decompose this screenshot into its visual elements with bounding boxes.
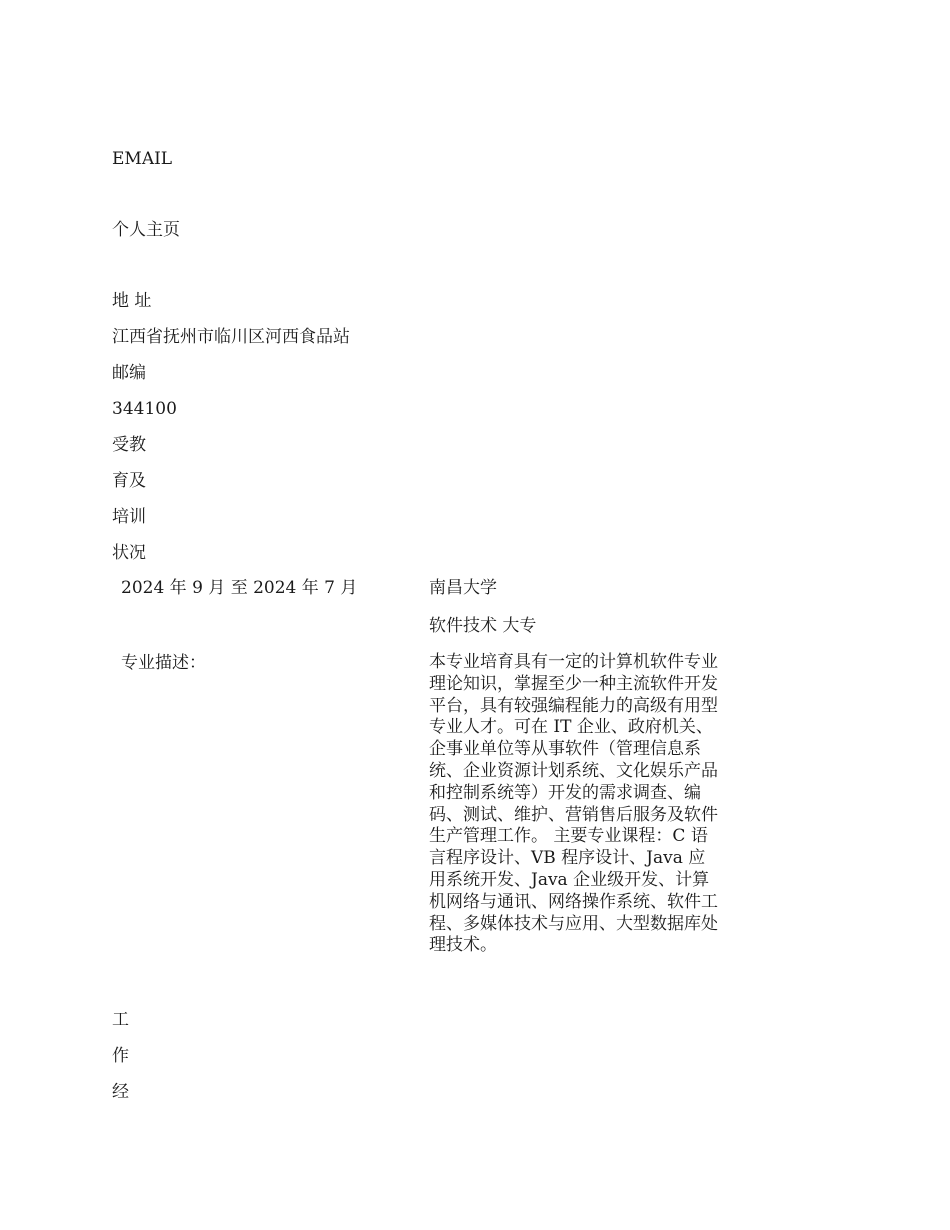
work-heading-line: 工 — [112, 1010, 129, 1030]
postcode-value: 344100 — [112, 399, 177, 419]
email-label: EMAIL — [112, 149, 173, 169]
education-heading-line: 状况 — [112, 543, 146, 563]
postcode-label: 邮编 — [112, 363, 146, 383]
education-school: 南昌大学 — [429, 578, 497, 598]
homepage-label: 个人主页 — [112, 220, 180, 240]
work-heading-line: 作 — [112, 1046, 129, 1066]
education-heading-line: 培训 — [112, 507, 146, 527]
work-heading-line: 经 — [112, 1082, 129, 1102]
education-date-range: 2024 年 9 月 至 2024 年 7 月 — [121, 578, 358, 598]
major-description-text: 本专业培育具有一定的计算机软件专业理论知识，掌握至少一种主流软件开发平台，具有较强编程能力的高级有用型专业人才。可在 IT 企业、政府机关、企事业单位等从事软件（管理信息系统、企业资源计划系统、文化娱乐产品和控制系统等）开发的需求调查、编码、测试、维护、营销售后服务及软件生产管理工作。 主要专业课程：C 语言程序设计、VB 程序设计、Java 应用系统开发、Java 企业级开发、计算机网络与通讯、网络操作系统、软件工程、多媒体技术与应用、大型数据库处理技术。 — [429, 652, 718, 956]
major-description-label: 专业描述： — [121, 653, 206, 673]
education-heading-line: 育及 — [112, 471, 146, 491]
address-label: 地 址 — [112, 291, 152, 311]
education-heading-line: 受教 — [112, 435, 146, 455]
education-major: 软件技术 大专 — [429, 616, 537, 636]
address-value: 江西省抚州市临川区河西食品站 — [112, 327, 350, 347]
